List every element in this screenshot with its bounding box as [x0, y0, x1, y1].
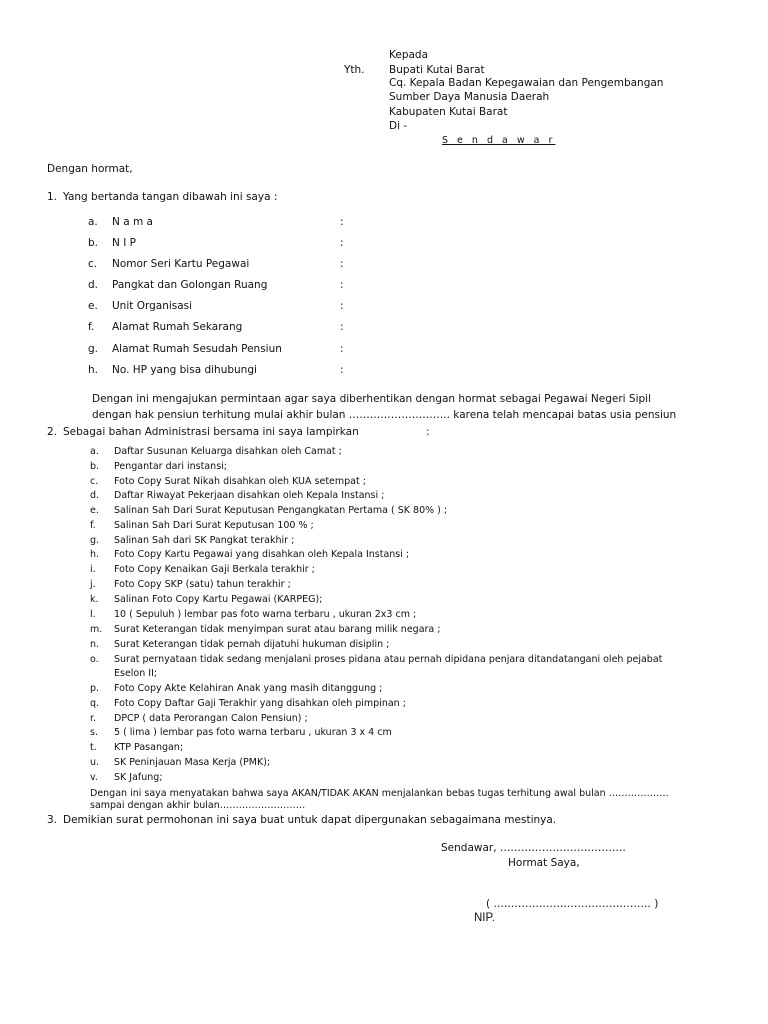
- field-colon: :: [340, 216, 344, 228]
- address-line-5: Di -: [389, 120, 408, 132]
- field-colon: :: [340, 279, 344, 291]
- field-label-nama: N a m a: [112, 216, 153, 228]
- address-kepada: Kepada: [389, 49, 429, 61]
- signature-name-line: ( ……………………………………… ): [486, 898, 659, 910]
- field-label-phone: No. HP yang bisa dihubungi: [112, 364, 257, 376]
- list-item: Salinan Foto Copy Kartu Pegawai (KARPEG);: [114, 594, 323, 605]
- list-item-letter: o.: [90, 654, 99, 665]
- list-item: DPCP ( data Perorangan Calon Pensiun) ;: [114, 713, 308, 724]
- section-1-title: Yang bertanda tangan dibawah ini saya :: [63, 191, 278, 203]
- field-colon: :: [340, 300, 344, 312]
- field-letter: a.: [88, 216, 98, 228]
- list-item-letter: d.: [90, 490, 100, 501]
- list-item: SK Jafung;: [114, 772, 163, 783]
- section-3-text: Demikian surat permohonan ini saya buat untuk dapat dipergunakan sebagaimana mestinya.: [63, 814, 557, 826]
- request-line-1: Dengan ini mengajukan permintaan agar saya diberhentikan dengan hormat sebagai Pegawai Negeri Sipil: [92, 393, 652, 405]
- list-item: KTP Pasangan;: [114, 742, 184, 753]
- signature-nip: NIP.: [474, 912, 495, 924]
- place-date: Sendawar, ………………………………: [441, 842, 626, 854]
- field-letter: f.: [88, 321, 95, 333]
- field-label-card-number: Nomor Seri Kartu Pegawai: [112, 258, 250, 270]
- list-item-letter: j.: [90, 579, 96, 590]
- list-item-letter: l.: [90, 609, 96, 620]
- list-item: Surat Keterangan tidak menyimpan surat atau barang milik negara ;: [114, 624, 441, 635]
- list-item: 5 ( lima ) lembar pas foto warna terbaru , ukuran 3 x 4 cm: [114, 727, 392, 738]
- field-letter: b.: [88, 237, 99, 249]
- list-item-letter: q.: [90, 698, 100, 709]
- list-item: Foto Copy Surat Nikah disahkan oleh KUA setempat ;: [114, 476, 366, 487]
- field-label-unit: Unit Organisasi: [112, 300, 193, 312]
- list-item: Foto Copy Akte Kelahiran Anak yang masih ditanggung ;: [114, 683, 383, 694]
- list-item-letter: v.: [90, 772, 98, 783]
- list-item-letter: p.: [90, 683, 100, 694]
- list-item: Foto Copy Kenaikan Gaji Berkala terakhir ;: [114, 564, 315, 575]
- list-item: Surat pernyataan tidak sedang menjalani proses pidana atau pernah dipidana penjara ditandatangani oleh pejabat: [114, 654, 663, 665]
- list-item-letter: u.: [90, 757, 100, 768]
- list-item-letter: i.: [90, 564, 96, 575]
- list-item: Salinan Sah dari SK Pangkat terakhir ;: [114, 535, 295, 546]
- list-item: Salinan Sah Dari Surat Keputusan Pengangkatan Pertama ( SK 80% ) ;: [114, 505, 448, 516]
- list-item: Foto Copy Daftar Gaji Terakhir yang disahkan oleh pimpinan ;: [114, 698, 406, 709]
- list-item: Pengantar dari instansi;: [114, 461, 227, 472]
- address-line-4: Kabupaten Kutai Barat: [389, 106, 508, 118]
- list-item: Foto Copy SKP (satu) tahun terakhir ;: [114, 579, 291, 590]
- list-item: Surat Keterangan tidak pernah dijatuhi hukuman disiplin ;: [114, 639, 390, 650]
- field-letter: c.: [88, 258, 98, 270]
- list-item: Daftar Riwayat Pekerjaan disahkan oleh Kepala Instansi ;: [114, 490, 385, 501]
- field-label-current-address: Alamat Rumah Sekarang: [112, 321, 243, 333]
- field-colon: :: [340, 343, 344, 355]
- address-line-2: Cq. Kepala Badan Kepegawaian dan Pengembangan: [389, 77, 664, 89]
- request-line-2: dengan hak pensiun terhitung mulai akhir bulan ……………………….. karena telah mencapai batas usia pensiun: [92, 409, 677, 421]
- closing: Hormat Saya,: [508, 857, 580, 869]
- list-item-letter: c.: [90, 476, 99, 487]
- list-item-letter: h.: [90, 549, 100, 560]
- address-line-1: Bupati Kutai Barat: [389, 64, 485, 76]
- field-letter: h.: [88, 364, 98, 376]
- section-1-number: 1.: [47, 191, 58, 203]
- list-item-letter: e.: [90, 505, 99, 516]
- section-3-number: 3.: [47, 814, 58, 826]
- list-item-continuation: Eselon II;: [114, 668, 158, 679]
- field-label-retirement-address: Alamat Rumah Sesudah Pensiun: [112, 343, 282, 355]
- greeting: Dengan hormat,: [47, 163, 133, 175]
- field-colon: :: [340, 364, 344, 376]
- field-colon: :: [340, 237, 344, 249]
- list-item-letter: b.: [90, 461, 100, 472]
- statement-line-1: Dengan ini saya menyatakan bahwa saya AKAN/TIDAK AKAN menjalankan bebas tugas terhitung awal bulan ……………….: [90, 788, 669, 799]
- list-item: 10 ( Sepuluh ) lembar pas foto warna terbaru , ukuran 2x3 cm ;: [114, 609, 417, 620]
- list-item-letter: m.: [90, 624, 103, 635]
- list-item-letter: k.: [90, 594, 99, 605]
- statement-line-2: sampai dengan akhir bulan………………………: [90, 800, 306, 811]
- field-label-nip: N I P: [112, 237, 136, 249]
- section-2-title: Sebagai bahan Administrasi bersama ini saya lampirkan: [63, 426, 359, 438]
- section-2-colon: :: [426, 426, 430, 438]
- field-label-rank: Pangkat dan Golongan Ruang: [112, 279, 268, 291]
- field-colon: :: [340, 258, 344, 270]
- list-item: Salinan Sah Dari Surat Keputusan 100 % ;: [114, 520, 314, 531]
- list-item-letter: g.: [90, 535, 100, 546]
- list-item-letter: f.: [90, 520, 96, 531]
- address-line-3: Sumber Daya Manusia Daerah: [389, 91, 550, 103]
- field-colon: :: [340, 321, 344, 333]
- list-item-letter: r.: [90, 713, 97, 724]
- address-city: S e n d a w a r: [442, 135, 556, 146]
- list-item-letter: s.: [90, 727, 98, 738]
- field-letter: e.: [88, 300, 98, 312]
- section-2-number: 2.: [47, 426, 58, 438]
- field-letter: d.: [88, 279, 99, 291]
- list-item: Foto Copy Kartu Pegawai yang disahkan oleh Kepala Instansi ;: [114, 549, 410, 560]
- list-item-letter: a.: [90, 446, 99, 457]
- list-item-letter: n.: [90, 639, 100, 650]
- list-item-letter: t.: [90, 742, 97, 753]
- field-letter: g.: [88, 343, 99, 355]
- list-item: Daftar Susunan Keluarga disahkan oleh Camat ;: [114, 446, 342, 457]
- address-yth: Yth.: [344, 64, 365, 76]
- list-item: SK Peninjauan Masa Kerja (PMK);: [114, 757, 271, 768]
